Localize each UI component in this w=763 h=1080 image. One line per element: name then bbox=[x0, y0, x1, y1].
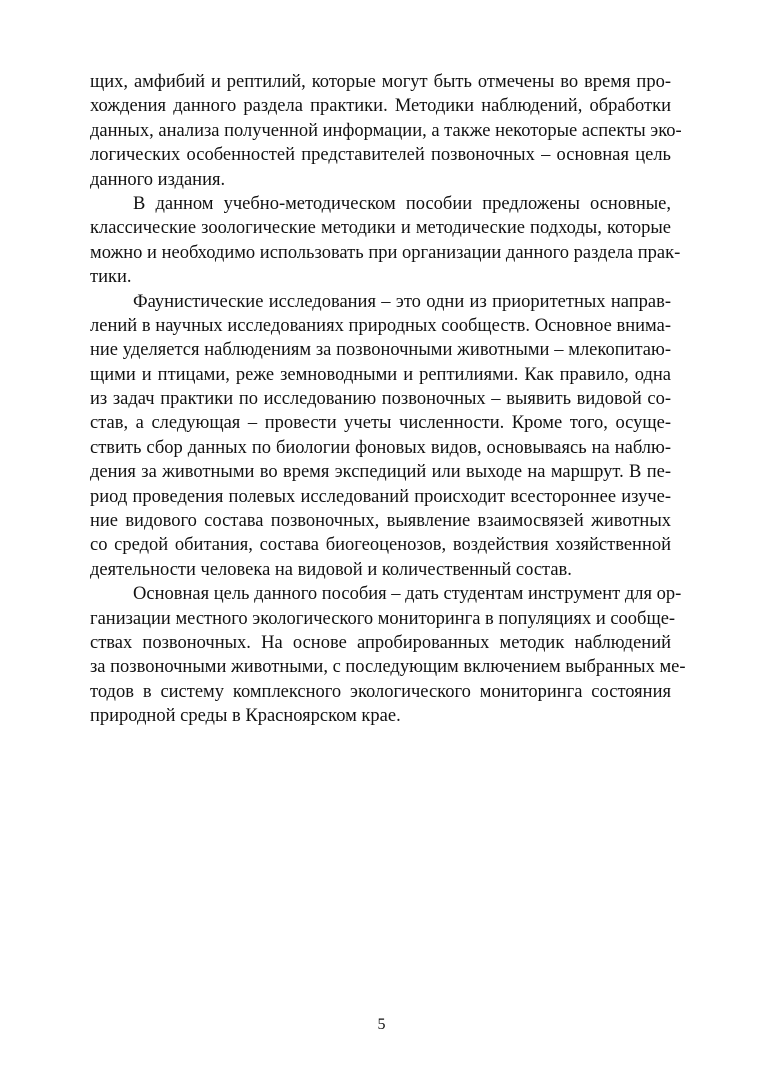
text-line: можно и необходимо использовать при организации данного раздела прак- bbox=[90, 242, 681, 263]
page-number: 5 bbox=[377, 1016, 386, 1033]
paragraph bbox=[90, 70, 682, 192]
text-line: В данном учебно-методическом пособии предложены основные, bbox=[133, 193, 671, 214]
text-line: хождения данного раздела практики. Методики наблюдений, обработки bbox=[90, 96, 671, 117]
text-line: лений в научных исследованиях природных сообществ. Основное внима- bbox=[90, 315, 671, 336]
text-line: ствах позвоночных. На основе апробированных методик наблюдений bbox=[90, 632, 671, 653]
text-line: став, а следующая – провести учеты численности. Кроме того, осуще- bbox=[90, 413, 671, 434]
text-line: данного издания. bbox=[90, 169, 226, 190]
text-line: щими и птицами, реже земноводными и рептилиями. Как правило, одна bbox=[90, 364, 671, 385]
text-line: природной среды в Красноярском крае. bbox=[90, 706, 401, 727]
text-line: тодов в систему комплексного экологического мониторинга состояния bbox=[90, 681, 671, 702]
text-line: дения за животными во время экспедиций или выходе на маршрут. В пе- bbox=[90, 462, 671, 483]
text-line: за позвоночными животными, с последующим включением выбранных ме- bbox=[90, 657, 686, 678]
text-line: Основная цель данного пособия – дать студентам инструмент для ор- bbox=[133, 584, 682, 605]
text-line: ние уделяется наблюдениям за позвоночными животными – млекопитаю- bbox=[90, 340, 671, 361]
text-line: риод проведения полевых исследований происходит всестороннее изуче- bbox=[90, 486, 671, 507]
text-line: ствить сбор данных по биологии фоновых видов, основываясь на наблю- bbox=[90, 437, 671, 458]
text-line: со средой обитания, состава биогеоценозов, воздействия хозяйственной bbox=[90, 535, 671, 556]
paragraph bbox=[90, 192, 681, 290]
text-line: классические зоологические методики и методические подходы, которые bbox=[90, 218, 671, 239]
text-line: щих, амфибий и рептилий, которые могут быть отмечены во время про- bbox=[90, 72, 671, 92]
text-line: ние видового состава позвоночных, выявление взаимосвязей животных bbox=[90, 511, 671, 532]
text-line: ганизации местного экологического мониторинга в популяциях и сообще- bbox=[90, 608, 676, 629]
text-line: тики. bbox=[90, 267, 132, 288]
text-line: деятельности человека на видовой и количественный состав. bbox=[90, 559, 572, 580]
text-line: данных, анализа полученной информации, а также некоторые аспекты эко- bbox=[90, 120, 682, 141]
paragraph bbox=[90, 290, 671, 583]
text-line: логических особенностей представителей позвоночных – основная цель bbox=[90, 145, 671, 166]
text-line: из задач практики по исследованию позвоночных – выявить видовой со- bbox=[90, 389, 671, 410]
body-text bbox=[90, 70, 686, 729]
text-line: Фаунистические исследования – это одни из приоритетных направ- bbox=[133, 291, 671, 312]
paragraph bbox=[90, 582, 686, 728]
